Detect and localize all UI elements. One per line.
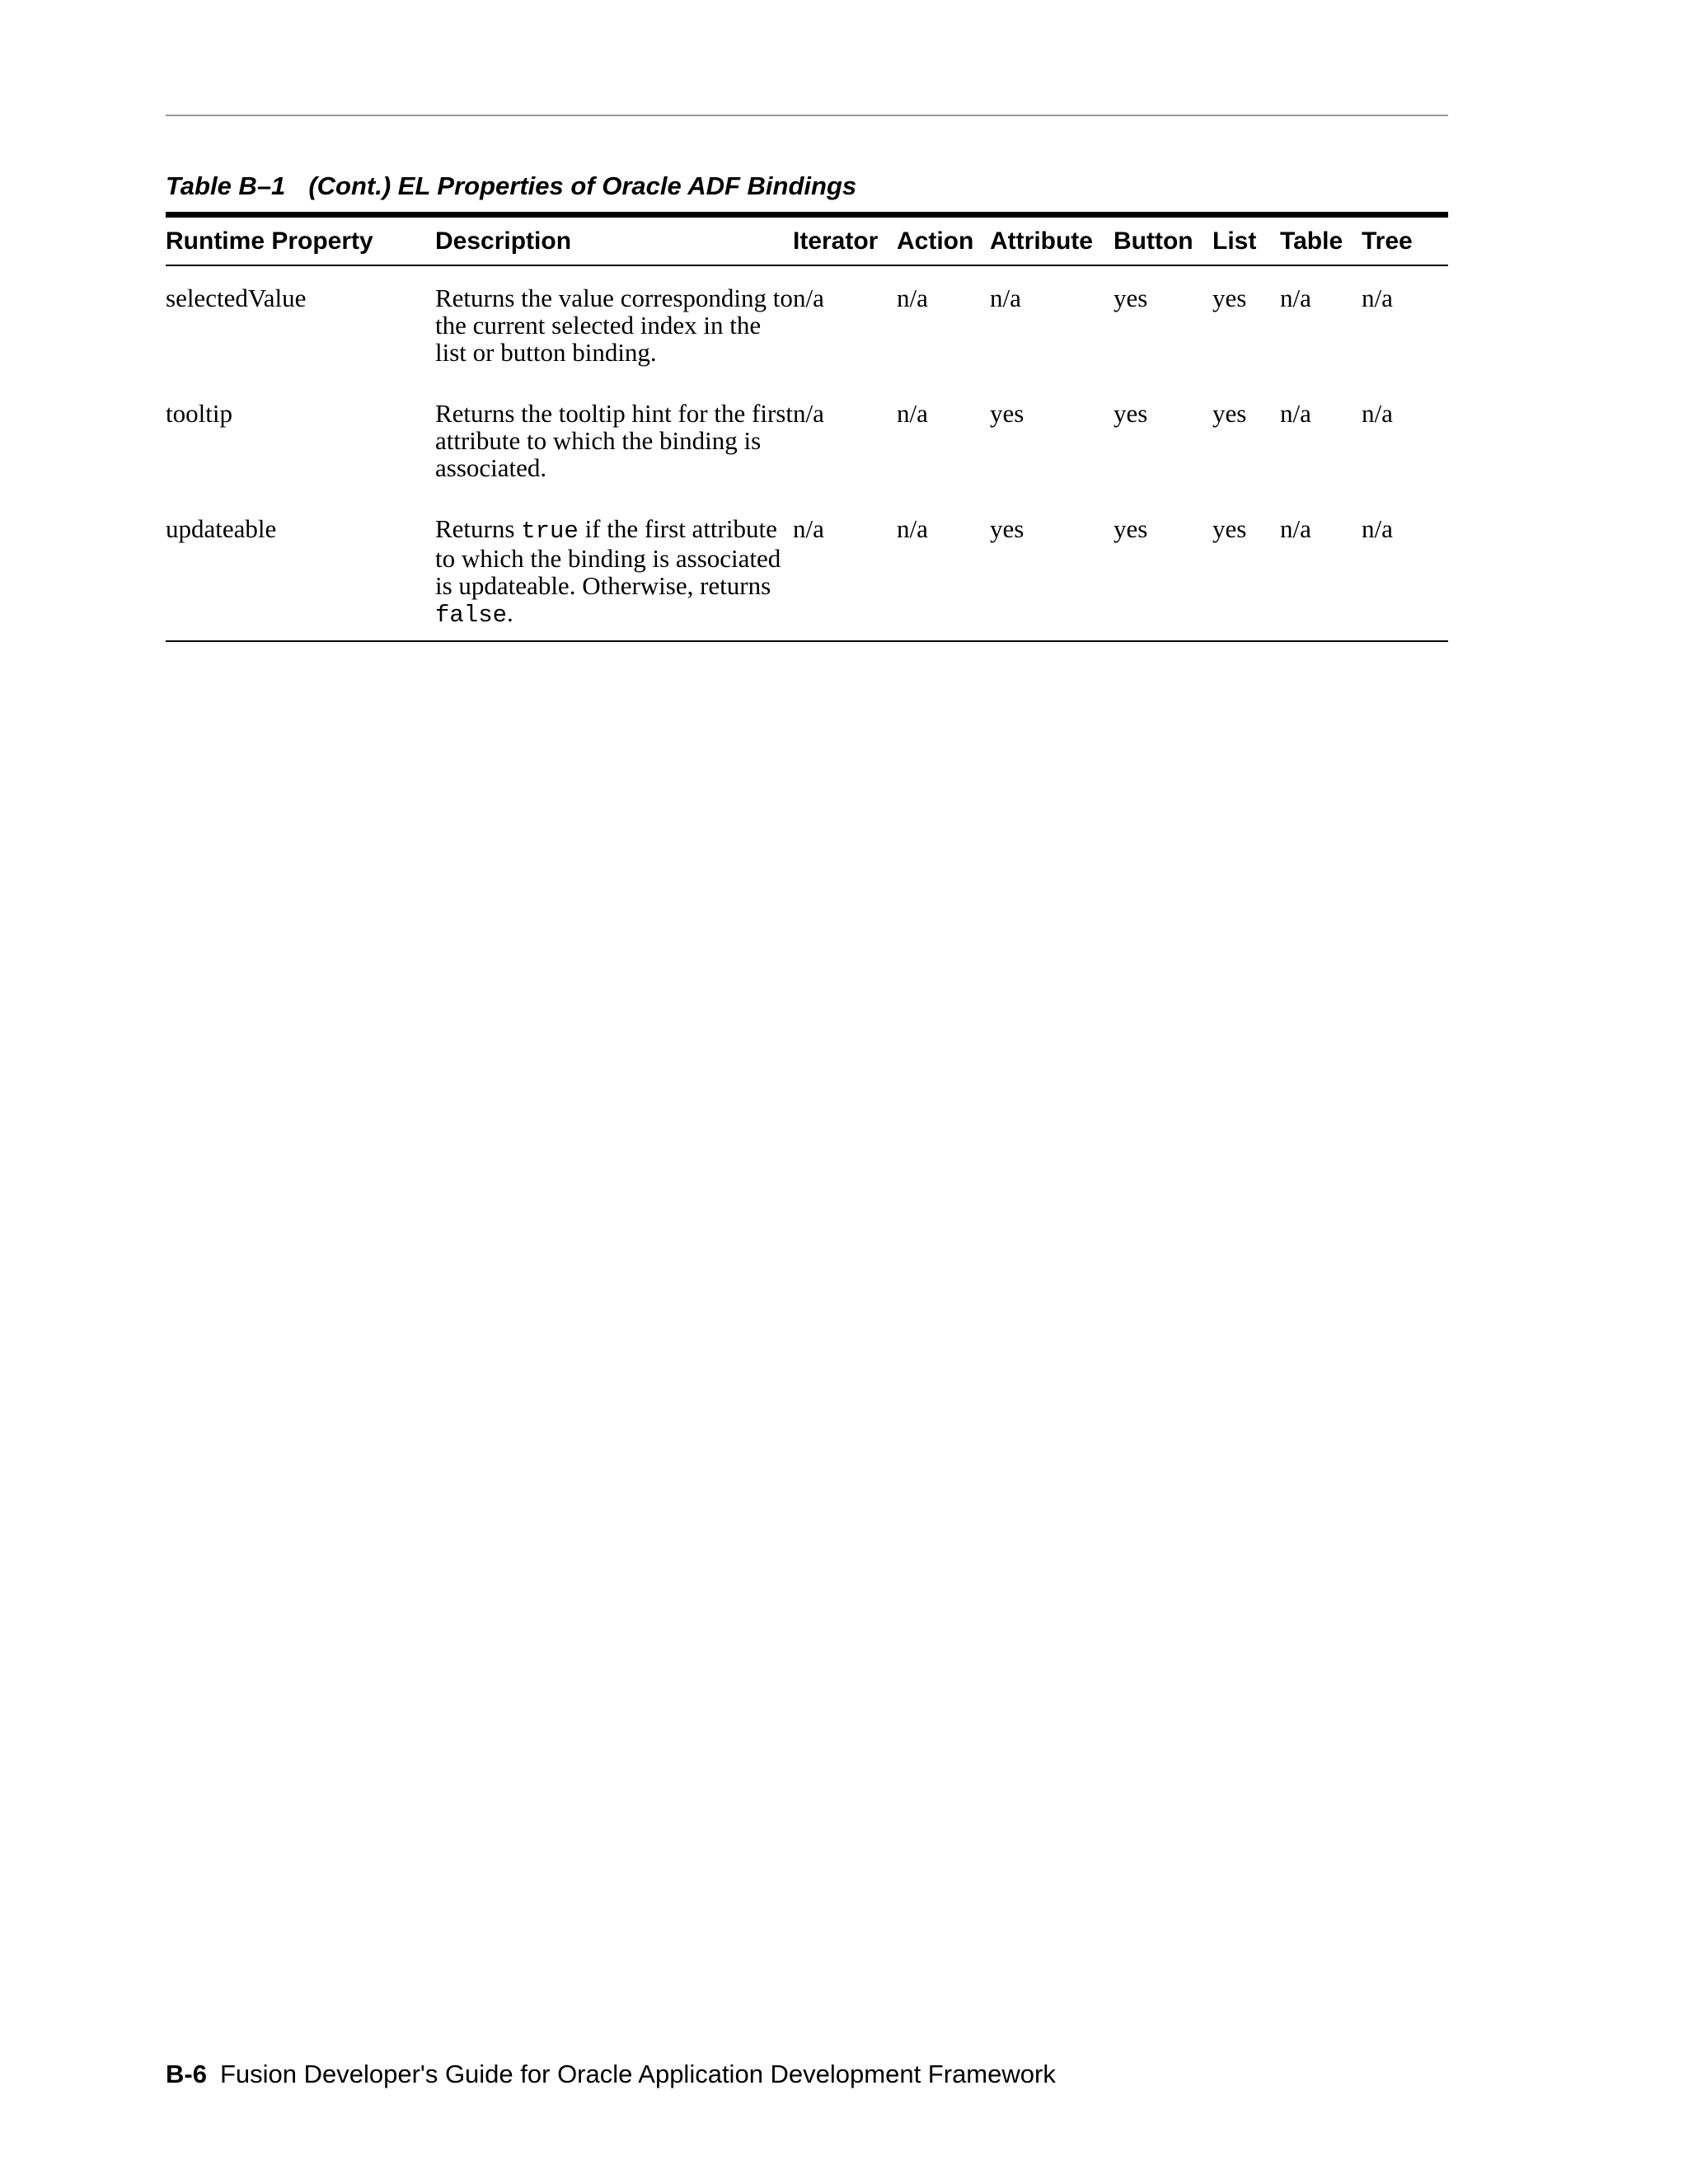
property-description: Returns the tooltip hint for the first attribute to which the binding is associated. bbox=[435, 399, 793, 482]
property-description: Returns the value corresponding to the current selected index in the list or button binding. bbox=[435, 284, 793, 367]
table-row bbox=[166, 265, 1448, 388]
description-text: Returns bbox=[435, 514, 522, 543]
attribute-value: yes bbox=[990, 399, 1025, 428]
property-description bbox=[435, 504, 793, 641]
table-row bbox=[166, 388, 1448, 504]
description-text: . bbox=[507, 598, 513, 627]
action-value: n/a bbox=[897, 284, 928, 312]
tree-value: n/a bbox=[1362, 399, 1393, 428]
description-text: if the first attribute to which the binding is associated is updateable. Otherwise, returns bbox=[435, 514, 781, 600]
table-caption bbox=[166, 171, 856, 201]
table-caption-text: (Cont.) EL Properties of Oracle ADF Bindings bbox=[308, 171, 857, 200]
iterator-value: n/a bbox=[793, 514, 824, 543]
list-value: yes bbox=[1212, 284, 1247, 312]
el-properties-table bbox=[166, 212, 1448, 642]
action-value: n/a bbox=[897, 514, 928, 543]
header-description: Description bbox=[435, 227, 572, 255]
table-value: n/a bbox=[1280, 399, 1311, 428]
page-footer bbox=[166, 2060, 1056, 2089]
iterator-value: n/a bbox=[793, 399, 824, 428]
code-true: true bbox=[521, 518, 579, 545]
header-rule bbox=[166, 115, 1448, 116]
table-caption-label: Table B–1 bbox=[166, 171, 286, 200]
header-iterator: Iterator bbox=[793, 227, 879, 255]
button-value: yes bbox=[1114, 284, 1148, 312]
header-list: List bbox=[1212, 227, 1257, 255]
table-value: n/a bbox=[1280, 284, 1311, 312]
table-header-row bbox=[166, 215, 1448, 266]
list-value: yes bbox=[1212, 399, 1247, 428]
header-runtime-property: Runtime Property bbox=[166, 227, 373, 255]
list-value: yes bbox=[1212, 514, 1247, 543]
table-value: n/a bbox=[1280, 514, 1311, 543]
property-name: tooltip bbox=[166, 399, 232, 428]
iterator-value: n/a bbox=[793, 284, 824, 312]
action-value: n/a bbox=[897, 399, 928, 428]
property-name: selectedValue bbox=[166, 284, 307, 312]
button-value: yes bbox=[1114, 514, 1148, 543]
table-row bbox=[166, 504, 1448, 641]
property-name: updateable bbox=[166, 514, 277, 543]
code-false: false bbox=[435, 602, 508, 629]
header-attribute: Attribute bbox=[990, 227, 1093, 255]
tree-value: n/a bbox=[1362, 514, 1393, 543]
header-tree: Tree bbox=[1362, 227, 1413, 255]
tree-value: n/a bbox=[1362, 284, 1393, 312]
attribute-value: n/a bbox=[990, 284, 1021, 312]
book-title: Fusion Developer's Guide for Oracle Application Development Framework bbox=[219, 2060, 1056, 2088]
header-table: Table bbox=[1280, 227, 1343, 255]
button-value: yes bbox=[1114, 399, 1148, 428]
attribute-value: yes bbox=[990, 514, 1025, 543]
header-button: Button bbox=[1114, 227, 1193, 255]
page-number: B-6 bbox=[166, 2060, 207, 2088]
header-action: Action bbox=[897, 227, 974, 255]
